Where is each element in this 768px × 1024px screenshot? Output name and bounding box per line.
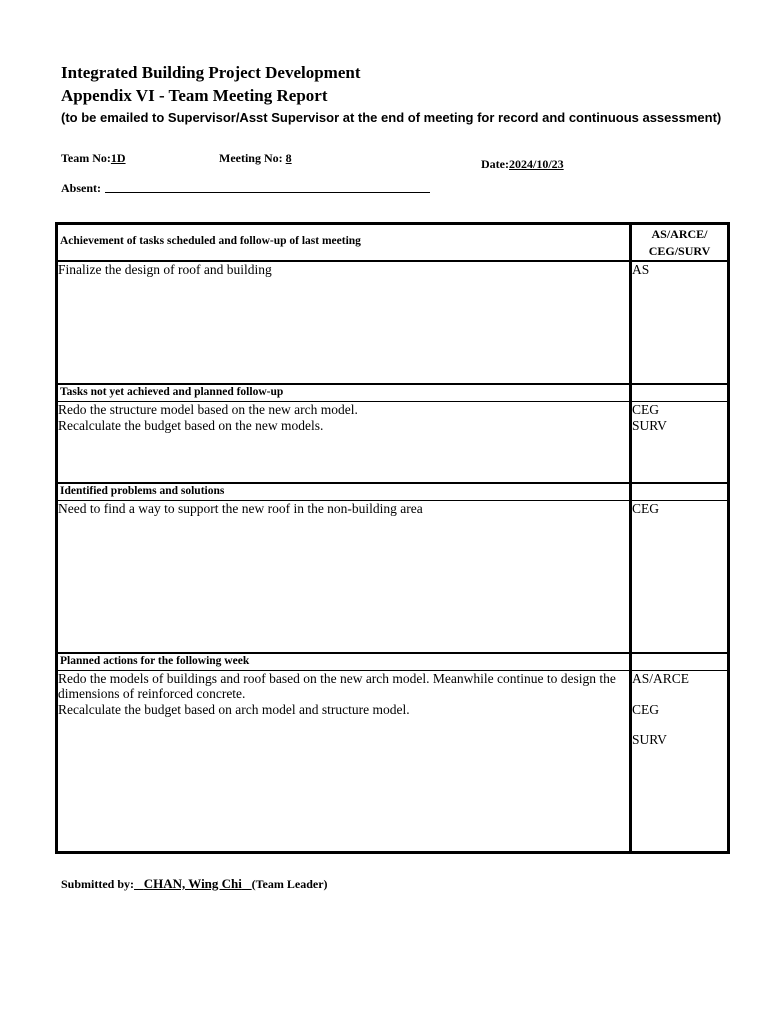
meeting-no-value: 8 — [285, 151, 292, 165]
submitted-by-label: Submitted by: — [61, 877, 135, 891]
date-label: Date: — [481, 157, 509, 171]
planned-action-assignee: SURV — [632, 732, 667, 747]
meeting-no-field — [219, 151, 292, 166]
team-no-field — [61, 151, 126, 166]
pending-task-item: Redo the structure model based on the new arch model. — [58, 402, 358, 417]
submission-note: (to be emailed to Supervisor/Asst Supervisor at the end of meeting for record and continuous assessment) — [61, 110, 722, 125]
team-no-value: 1D — [110, 151, 126, 165]
section-heading-achievements: Achievement of tasks scheduled and follow-up of last meeting — [60, 235, 361, 247]
achievement-assignee: AS — [632, 262, 650, 277]
problem-assignee: CEG — [632, 501, 659, 516]
date-field — [481, 157, 564, 172]
meeting-report-table — [55, 222, 730, 854]
absent-field — [61, 181, 101, 196]
document-title: Integrated Building Project Development — [61, 63, 361, 82]
section-3-top-line — [55, 482, 730, 484]
pending-task-assignee: CEG — [632, 402, 659, 417]
absent-label: Absent: — [61, 181, 102, 195]
section-2-top-line — [55, 383, 730, 385]
section-4-top-line — [55, 652, 730, 654]
submitter-role: (Team Leader) — [251, 877, 328, 891]
section-heading-planned-actions: Planned actions for the following week — [60, 655, 250, 667]
team-no-label: Team No: — [61, 151, 111, 165]
submitted-by-field — [61, 876, 328, 892]
achievement-item: Finalize the design of roof and building — [58, 262, 272, 277]
planned-action-item: Recalculate the budget based on arch model and structure model. — [58, 702, 410, 717]
document-subtitle: Appendix VI - Team Meeting Report — [61, 86, 328, 105]
section-heading-pending-tasks: Tasks not yet achieved and planned follow-up — [60, 386, 284, 398]
section-heading-problems: Identified problems and solutions — [60, 485, 225, 497]
pending-task-assignee: SURV — [632, 418, 667, 433]
meeting-no-label: Meeting No: — [219, 151, 283, 165]
assignee-header-line1: AS/ARCE/ — [651, 227, 708, 241]
planned-action-assignee: CEG — [632, 702, 659, 717]
date-value: 2024/10/23 — [508, 157, 564, 171]
planned-action-assignee: AS/ARCE — [632, 671, 690, 686]
table-right-border — [727, 222, 730, 854]
assignee-header-line2: CEG/SURV — [648, 244, 711, 258]
column-divider — [629, 222, 632, 854]
table-left-border — [55, 222, 58, 854]
problem-item: Need to find a way to support the new roof in the non-building area — [58, 501, 423, 516]
submitted-by-name: CHAN, Wing Chi — [143, 876, 242, 891]
pending-task-item: Recalculate the budget based on the new models. — [58, 418, 324, 433]
assignee-column-header — [632, 226, 727, 260]
planned-action-item: Redo the models of buildings and roof based on the new arch model. Meanwhile continue to design the dimensions of reinforced concrete. — [58, 671, 616, 701]
absent-underline — [105, 192, 430, 193]
